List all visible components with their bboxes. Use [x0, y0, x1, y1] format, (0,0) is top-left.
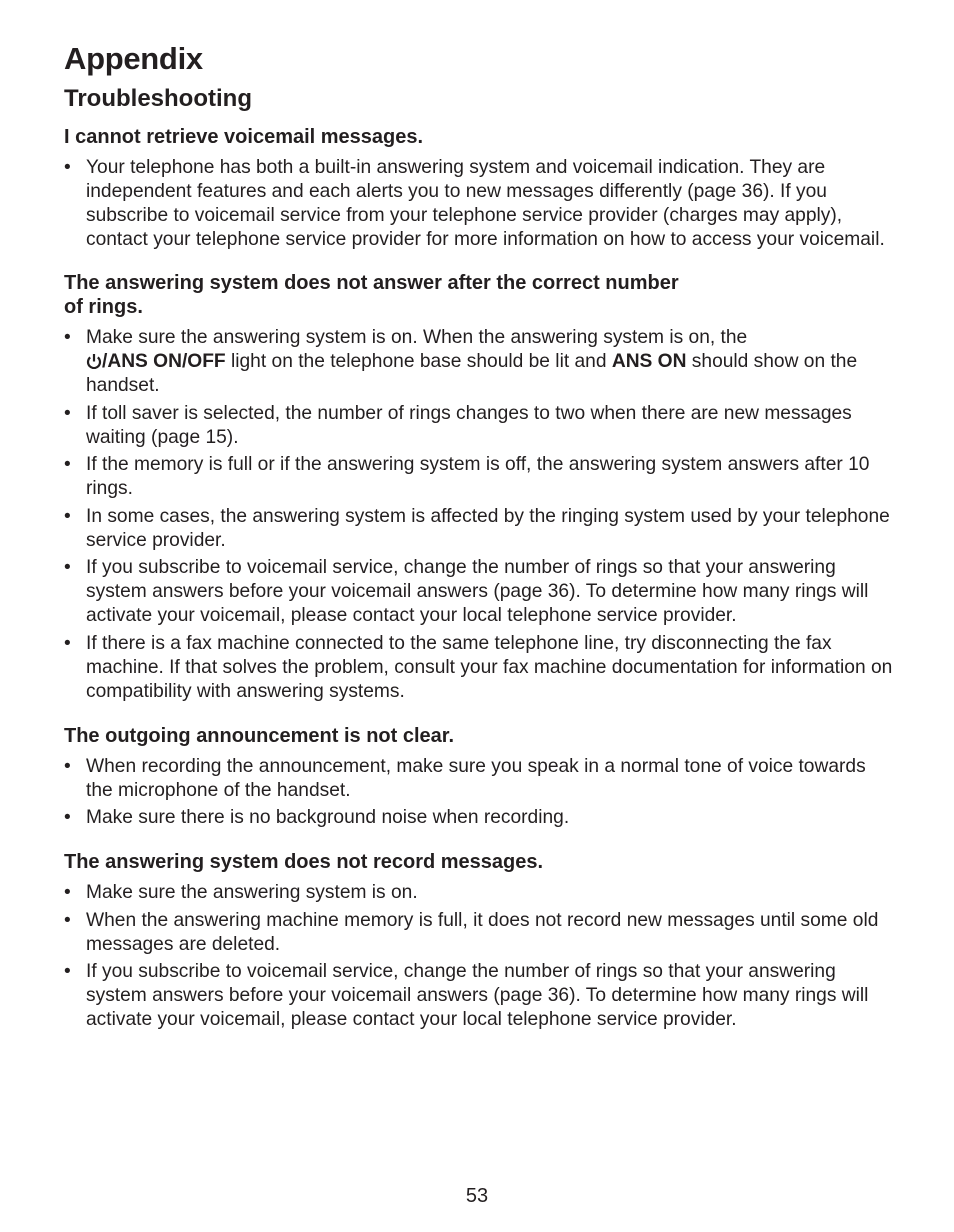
- list-item: [64, 806, 894, 830]
- list-item: [64, 156, 894, 252]
- bullet: •: [64, 632, 71, 654]
- ans-on-off-key: /ANS ON/OFF: [102, 351, 226, 372]
- topic-heading-line1: The answering system does not answer after the correct number: [64, 272, 679, 294]
- bullet-list: [64, 326, 894, 704]
- bullet: •: [64, 454, 71, 475]
- topic-voicemail-retrieval: [64, 125, 894, 252]
- list-item-text: If you subscribe to voicemail service, change the number of rings so that your answering system answers before your voicemail answers (page 36). To determine how many rings will activate your voicemail, please contact your local telephone service provider.: [86, 961, 869, 1030]
- topic-heading: [64, 271, 894, 319]
- page-number: 53: [465, 1185, 489, 1207]
- bullet-list: [64, 881, 894, 1032]
- topic-announcement-clarity: [64, 724, 894, 831]
- bullet-list: [64, 156, 894, 252]
- bullet: •: [64, 961, 71, 982]
- list-item: [64, 881, 894, 905]
- list-item-text: Your telephone has both a built-in answering system and voicemail indication. They are independent features and each alerts you to new messages differently (page 36). If you subscribe to voicemail service from your telephone service provider (charges may apply), contact your telephone service provider for more information on how to access your voicemail.: [86, 157, 885, 250]
- list-item-text: Make sure there is no background noise when recording.: [86, 807, 570, 828]
- bullet: •: [64, 402, 71, 424]
- manual-page: [64, 38, 894, 1036]
- topic-heading: The answering system does not record messages.: [64, 851, 544, 873]
- topic-heading-line2: of rings.: [64, 296, 143, 318]
- bullet: •: [64, 909, 71, 931]
- bullet: •: [64, 882, 71, 903]
- bullet: •: [64, 505, 71, 527]
- list-item: [64, 402, 894, 450]
- bullet: •: [64, 157, 71, 178]
- power-icon: [86, 353, 102, 369]
- list-item: [64, 909, 894, 957]
- chapter-title: Appendix: [64, 41, 203, 76]
- list-item-text: Make sure the answering system is on.: [86, 882, 418, 903]
- list-item: [64, 632, 894, 704]
- topic-record-messages: [64, 850, 894, 1032]
- list-item: [64, 453, 894, 501]
- list-item-text: When the answering machine memory is full, it does not record new messages until some old messages are deleted.: [86, 909, 879, 955]
- list-item-text: If the memory is full or if the answering system is off, the answering system answers after 10 rings.: [86, 454, 870, 499]
- bullet: •: [64, 755, 71, 777]
- list-item: [64, 326, 894, 398]
- topic-heading: The outgoing announcement is not clear.: [64, 724, 455, 747]
- ans-on-display: ANS ON: [611, 351, 687, 372]
- list-item-text: When recording the announcement, make sure you speak in a normal tone of voice towards the microphone of the handset.: [86, 755, 866, 801]
- topic-answer-rings: [64, 271, 894, 704]
- list-item-text: If toll saver is selected, the number of rings changes to two when there are new messages waiting (page 15).: [86, 402, 852, 448]
- list-item-text: should show on the handset.: [86, 351, 858, 396]
- list-item-text: light on the telephone base should be lit and: [225, 351, 612, 372]
- list-item: [64, 556, 894, 628]
- list-item-text: If you subscribe to voicemail service, change the number of rings so that your answering system answers before your voicemail answers (page 36). To determine how many rings will activate your voicemail, please contact your local telephone service provider.: [86, 557, 869, 626]
- bullet: •: [64, 807, 71, 828]
- section-title: Troubleshooting: [64, 85, 252, 112]
- bullet: •: [64, 557, 71, 578]
- bullet-list: [64, 755, 894, 831]
- list-item: [64, 960, 894, 1032]
- list-item: [64, 505, 894, 553]
- topic-heading: I cannot retrieve voicemail messages.: [64, 126, 424, 148]
- list-item-text: If there is a fax machine connected to the same telephone line, try disconnecting the fax machine. If that solves the problem, consult your fax machine documentation for information on compatibility with answering systems.: [86, 632, 893, 702]
- list-item-text: Make sure the answering system is on. When the answering system is on, the: [86, 327, 748, 348]
- list-item-text: In some cases, the answering system is affected by the ringing system used by your telephone service provider.: [86, 505, 890, 551]
- bullet: •: [64, 327, 71, 348]
- list-item: [64, 755, 894, 803]
